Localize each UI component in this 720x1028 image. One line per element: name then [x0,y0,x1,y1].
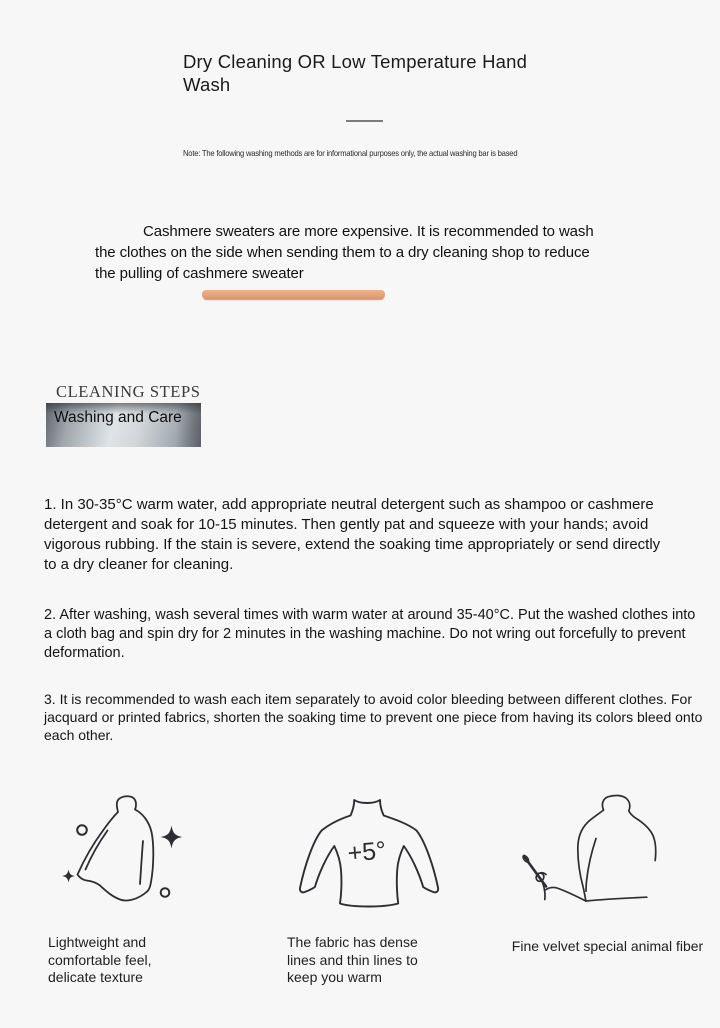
feature-illustration-1 [55,785,205,915]
feature-illustration-2 [270,780,470,930]
cape-sweater-icon [55,785,205,915]
intro-paragraph: Cashmere sweaters are more expensive. It is recommended to wash the clothes on the side when sending them to a dry cleaning shop to reduce the pulling of cashmere sweater [95,223,594,282]
sparkle-icon [62,870,75,883]
feature-caption-1: Lightweight and comfortable feel, delicate texture [48,934,152,985]
sweater-back-stitch-icon [490,780,710,920]
temperature-overlay-label: +5° [346,836,388,868]
step-paragraph-3: 3. It is recommended to wash each item separately to avoid color bleeding between different clothes. For jacquard or printed fabrics, shorten the soaking time to prevent one piece from having its colors bleed onto each other. [44,691,703,743]
title-divider [346,120,383,122]
step-paragraph-2: 2. After washing, wash several times with warm water at around 35-40°C. Put the washed clothes into a cloth bag and spin dry for 2 minutes in the washing machine. Do not wring out forcefully to prevent deformation. [44,606,696,661]
turtleneck-sweater-icon [270,780,470,930]
step-paragraph-1: 1. In 30-35°C warm water, add appropriate neutral detergent such as shampoo or cashmere detergent and soak for 10-15 minutes. Then gently pat and squeeze with your hands; avoid vigorous rubbing. If the stain is severe, extend the soaking time appropriately or send directly to a dry cleaner for cleaning. [44,496,661,573]
sparkle-icon [161,826,183,849]
disclaimer-note: Note: The following washing methods are for informational purposes only, the actual washing bar is based [183,148,518,158]
section-eyebrow: CLEANING STEPS [56,382,201,401]
feature-caption-3: Fine velvet special animal fiber [511,938,704,954]
feature-caption-2: The fabric has dense lines and thin lines to keep you warm [287,934,418,985]
accent-underline-bar [202,290,385,299]
section-badge: Washing and Care [46,403,201,447]
feature-illustration-3 [490,780,710,920]
page-title: Dry Cleaning OR Low Temperature Hand Wash [183,51,528,95]
